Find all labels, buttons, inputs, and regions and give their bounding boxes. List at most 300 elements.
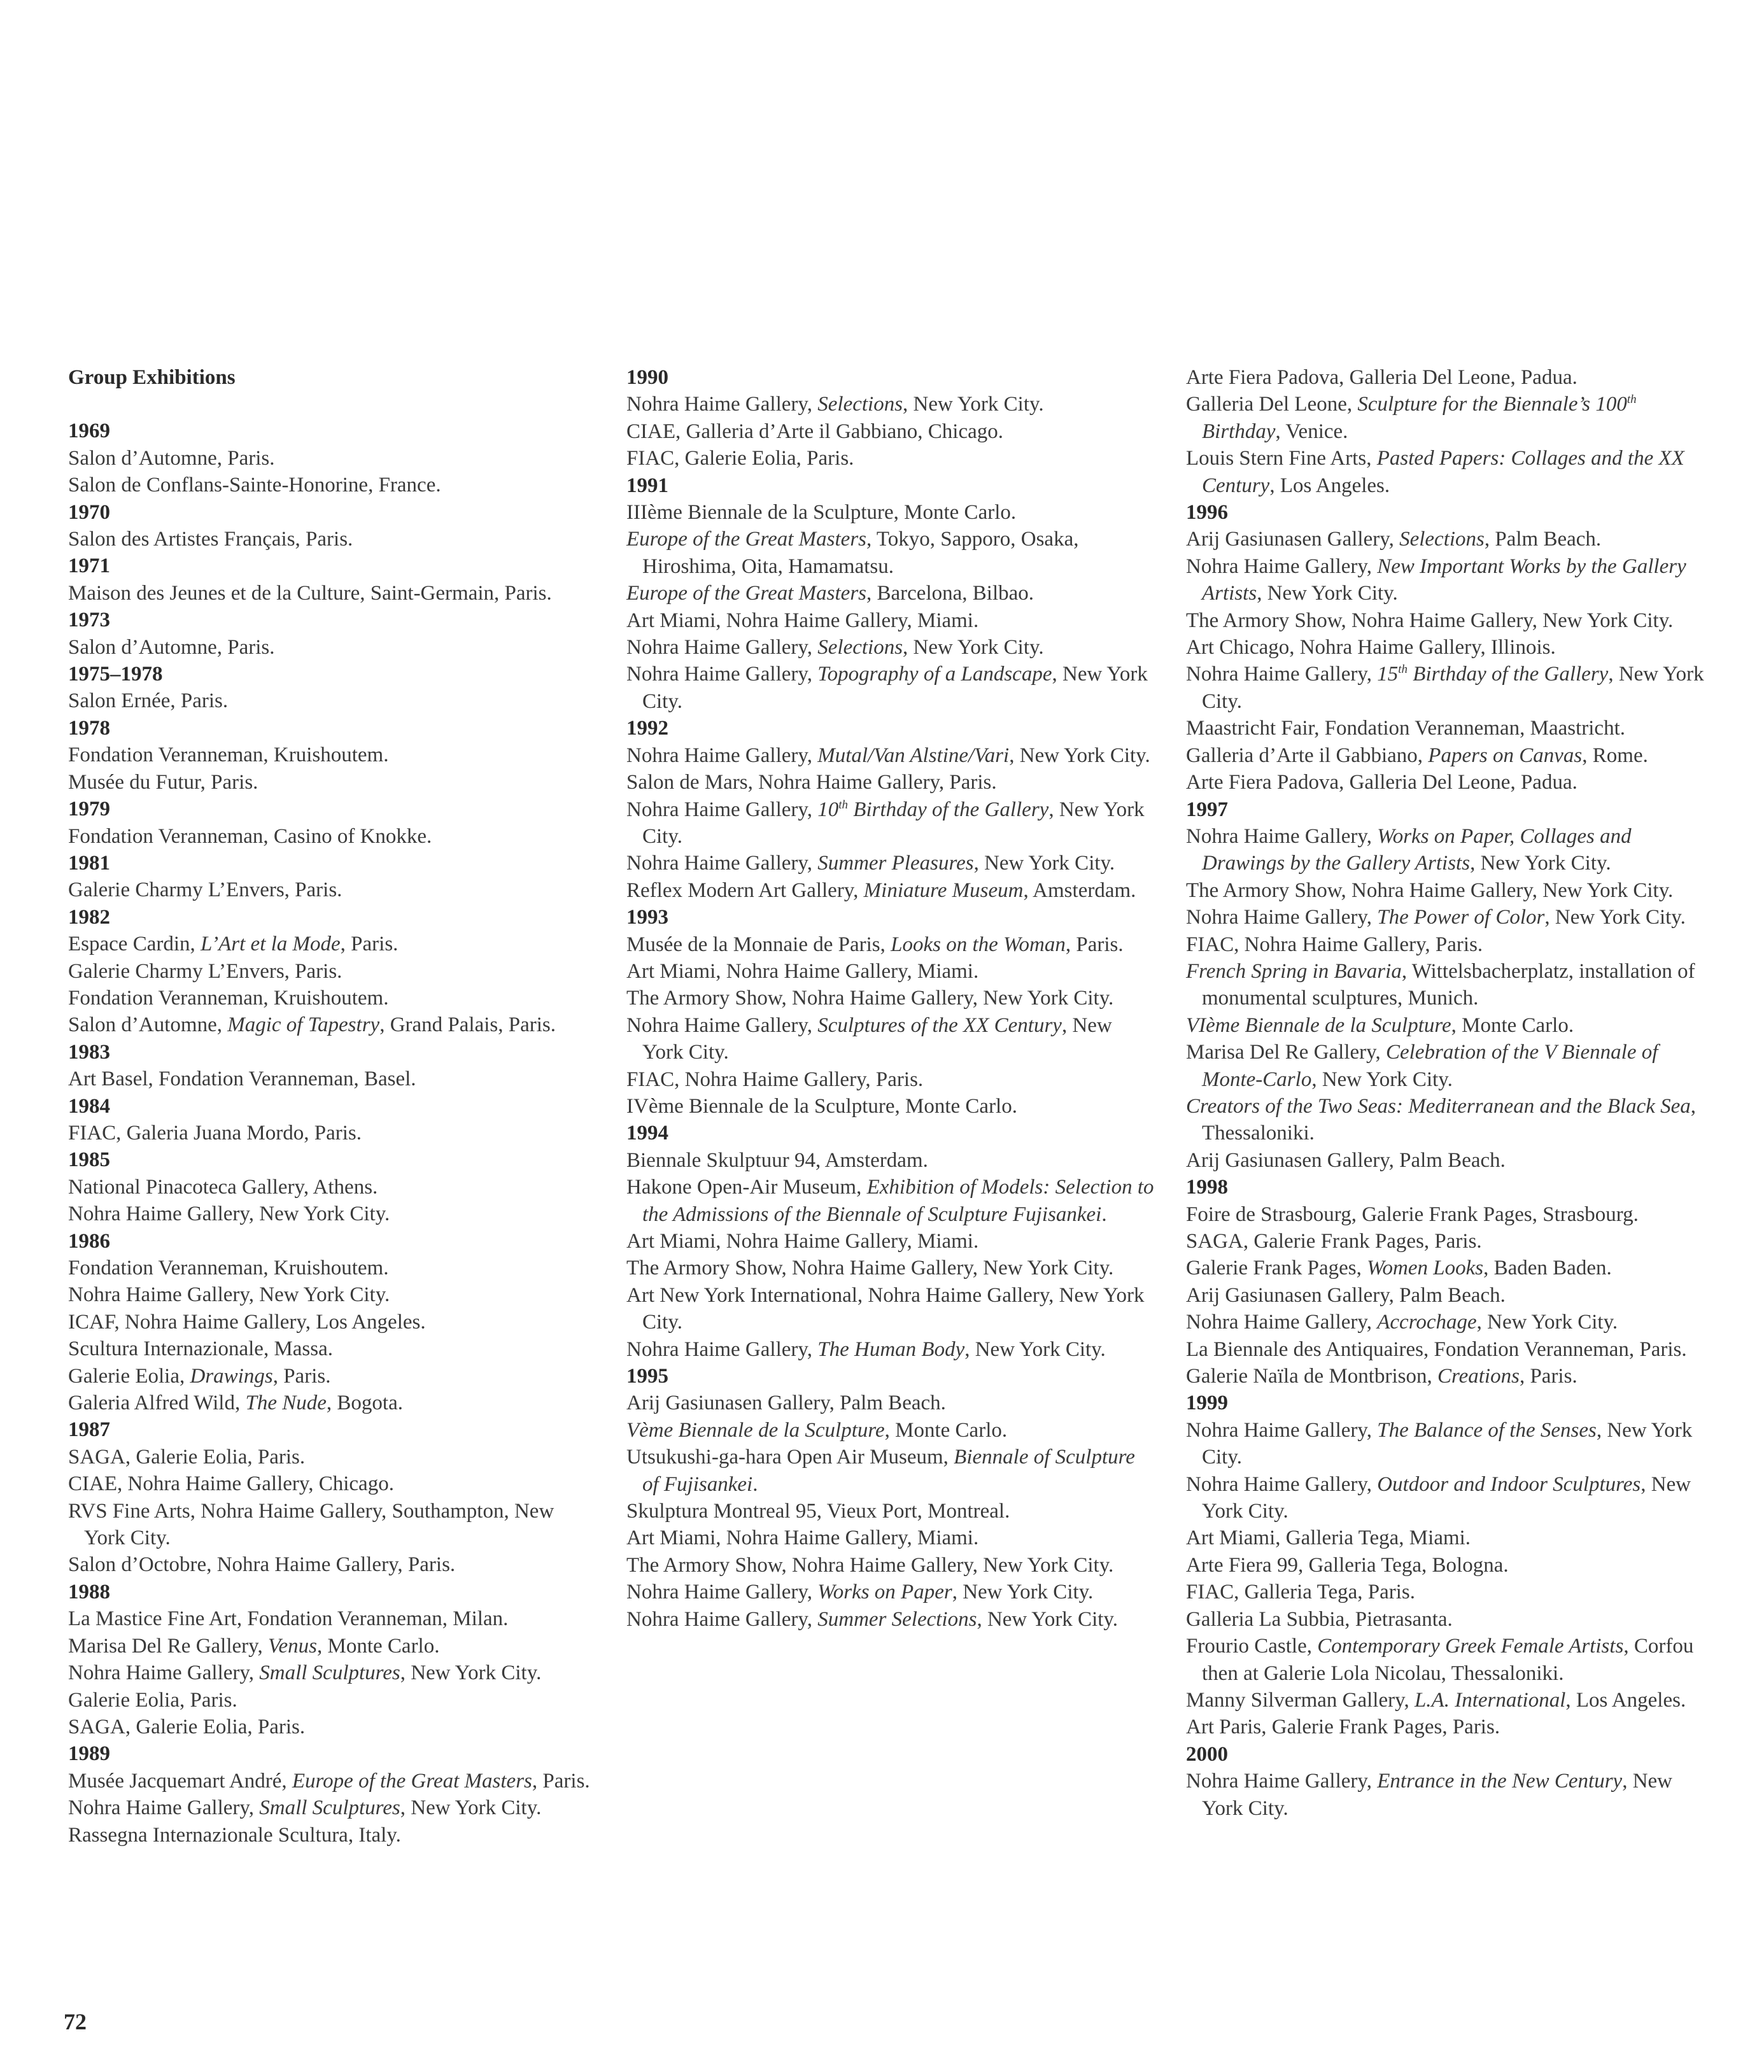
exhibition-entry — [1186, 769, 1714, 796]
exhibition-text: , New York City. — [1202, 1770, 1672, 1820]
exhibition-entry — [68, 769, 596, 796]
exhibition-entry — [1186, 1282, 1714, 1309]
exhibition-title-text: Papers on Canvas — [1428, 744, 1583, 767]
exhibition-text: Nohra Haime Gallery, — [626, 1013, 818, 1037]
exhibition-text: FIAC, Galleria Tega, Paris. — [1186, 1581, 1416, 1604]
exhibition-text: . — [1101, 1202, 1107, 1226]
exhibition-text: , Rome. — [1582, 744, 1648, 767]
exhibition-entry — [1186, 1363, 1714, 1390]
exhibition-title-text: Miniature Museum — [863, 878, 1024, 902]
exhibition-title-text: Birthday — [1202, 419, 1276, 443]
exhibition-entry — [626, 877, 1155, 904]
exhibition-text: The Armory Show, Nohra Haime Gallery, New York City. — [626, 1553, 1114, 1577]
exhibition-entry — [626, 661, 1155, 715]
exhibition-entry — [68, 931, 596, 957]
exhibition-entry — [626, 607, 1155, 634]
exhibition-text: , Tokyo, Sapporo, Osaka, Hiroshima, Oita, Hamamatsu. — [642, 528, 1079, 578]
exhibition-entry — [68, 1066, 596, 1092]
exhibition-text: Foire de Strasbourg, Galerie Frank Pages, Strasbourg. — [1186, 1202, 1639, 1226]
exhibition-text: Art Miami, Nohra Haime Gallery, Miami. — [626, 959, 979, 983]
exhibition-text: , New York City. — [642, 798, 1145, 848]
exhibition-entry — [626, 1390, 1155, 1416]
exhibition-text: Nohra Haime Gallery, — [626, 663, 818, 686]
exhibition-entry — [1186, 1471, 1714, 1525]
exhibition-text: Arte Fiera Padova, Galleria Del Leone, Padua. — [1186, 366, 1577, 389]
exhibition-entry — [1186, 1687, 1714, 1714]
exhibition-text: Nohra Haime Gallery, New York City. — [68, 1283, 390, 1307]
exhibition-entry — [68, 1714, 596, 1740]
year-heading: 1981 — [68, 851, 110, 875]
exhibition-entry — [626, 1228, 1155, 1255]
exhibition-text: National Pinacoteca Gallery, Athens. — [68, 1175, 378, 1199]
exhibition-entry — [1186, 1606, 1714, 1633]
year-heading: 2000 — [1186, 1742, 1228, 1766]
exhibition-entry — [1186, 877, 1714, 904]
exhibition-text: , New York City. — [1470, 852, 1611, 875]
exhibition-title-text: Drawings — [190, 1364, 273, 1388]
exhibition-entry — [68, 472, 596, 498]
exhibition-text: Nohra Haime Gallery, — [626, 744, 818, 767]
exhibition-entry — [626, 1552, 1155, 1579]
exhibition-title-text: Sculptures of the XX Century — [817, 1013, 1062, 1037]
exhibitions-column-3 — [1186, 364, 1714, 1822]
exhibition-text: , Corfou then at Galerie Lola Nicolau, Thessaloniki. — [1202, 1635, 1694, 1685]
exhibition-text: Manny Silverman Gallery, — [1186, 1688, 1415, 1712]
exhibition-entry — [68, 580, 596, 607]
exhibition-text: , New York City. — [964, 1337, 1106, 1361]
exhibition-text: , New York City. — [642, 1013, 1112, 1064]
exhibition-text: Galleria Del Leone, — [1186, 393, 1358, 416]
exhibition-text: Galerie Eolia, — [68, 1364, 190, 1388]
exhibition-text: The Armory Show, Nohra Haime Gallery, New York City. — [626, 987, 1114, 1010]
exhibition-text: Maastricht Fair, Fondation Veranneman, Maastricht. — [1186, 717, 1625, 740]
exhibition-entry — [626, 1498, 1155, 1525]
exhibition-text: , New York City. — [1202, 663, 1704, 713]
exhibition-entry — [1186, 1309, 1714, 1336]
exhibition-text: , New York City. — [1009, 744, 1150, 767]
exhibition-entry — [1186, 1768, 1714, 1822]
exhibition-text: Nohra Haime Gallery, — [1186, 1418, 1378, 1442]
exhibition-title-text: Small Sculptures — [259, 1661, 400, 1685]
exhibition-text: IIIème Biennale de la Sculpture, Monte Carlo. — [626, 501, 1017, 525]
exhibition-entry — [626, 1066, 1155, 1093]
exhibition-title-text: Works on Paper — [817, 1581, 952, 1604]
year-heading: 1990 — [626, 366, 668, 389]
exhibition-text: ICAF, Nohra Haime Gallery, Los Angeles. — [68, 1310, 426, 1334]
exhibition-text: Nohra Haime Gallery, — [1186, 554, 1378, 578]
exhibition-entry — [1186, 1552, 1714, 1579]
exhibition-text: Nohra Haime Gallery, — [68, 1661, 260, 1685]
exhibition-text: th — [1398, 663, 1408, 677]
exhibition-entry — [626, 769, 1155, 796]
year-heading: 1985 — [68, 1148, 110, 1172]
exhibition-text: , Paris. — [532, 1769, 590, 1793]
exhibition-title-text: Works on Paper, Collages and Drawings by the Gallery Artists — [1202, 824, 1632, 875]
exhibition-text: The Armory Show, Nohra Haime Gallery, New York City. — [1186, 878, 1674, 902]
exhibition-text: , Los Angeles. — [1269, 474, 1390, 497]
exhibition-entry — [68, 1498, 596, 1552]
exhibition-entry — [1186, 1633, 1714, 1687]
exhibition-entry — [626, 499, 1155, 526]
exhibition-title-text: Summer Selections — [817, 1607, 977, 1631]
exhibition-text: Nohra Haime Gallery, — [626, 1581, 818, 1604]
exhibition-text: Arte Fiera 99, Galleria Tega, Bologna. — [1186, 1553, 1509, 1577]
exhibition-text: , Paris. — [1519, 1365, 1577, 1388]
exhibition-text: , New York City. — [977, 1607, 1118, 1631]
year-heading: 1995 — [626, 1365, 668, 1388]
exhibition-entry — [68, 1390, 596, 1416]
exhibition-text: CIAE, Nohra Haime Gallery, Chicago. — [68, 1472, 394, 1496]
exhibition-text: Nohra Haime Gallery, — [1186, 663, 1378, 686]
exhibition-text: Galerie Charmy L’Envers, Paris. — [68, 959, 342, 983]
exhibition-title-text: Women Looks — [1367, 1257, 1484, 1280]
exhibition-entry — [626, 1174, 1155, 1228]
exhibition-text: Art Miami, Nohra Haime Gallery, Miami. — [626, 1230, 979, 1253]
year-heading: 1988 — [68, 1580, 110, 1603]
exhibition-text: , New York City. — [642, 663, 1148, 713]
exhibition-entry — [68, 634, 596, 661]
exhibition-text: , Bogota. — [326, 1392, 403, 1415]
exhibition-text: Arij Gasiunasen Gallery, — [1186, 528, 1400, 551]
exhibition-entry — [68, 445, 596, 472]
exhibition-title-text: Birthday of the Gallery — [848, 798, 1049, 821]
exhibition-text: Arij Gasiunasen Gallery, Palm Beach. — [1186, 1148, 1506, 1172]
year-heading: 1982 — [68, 905, 110, 929]
exhibition-entry — [1186, 715, 1714, 742]
exhibition-entry — [1186, 1228, 1714, 1255]
exhibition-text: Marisa Del Re Gallery, — [68, 1634, 268, 1658]
year-heading: 1979 — [68, 798, 110, 821]
exhibition-text: , Los Angeles. — [1565, 1688, 1686, 1712]
exhibition-text: Nohra Haime Gallery, — [1186, 906, 1378, 929]
exhibition-text: Maison des Jeunes et de la Culture, Saint-Germain, Paris. — [68, 581, 552, 605]
exhibition-text: , New York City. — [973, 852, 1115, 875]
exhibition-title-text: Entrance in the New Century — [1377, 1770, 1623, 1793]
exhibition-text: Art Miami, Galleria Tega, Miami. — [1186, 1526, 1471, 1550]
exhibition-entry — [1186, 634, 1714, 661]
exhibition-entry — [626, 1012, 1155, 1066]
exhibition-entry — [626, 634, 1155, 661]
exhibition-text: th — [838, 798, 849, 812]
exhibition-text: Arij Gasiunasen Gallery, Palm Beach. — [1186, 1283, 1506, 1307]
exhibition-entry — [1186, 1093, 1714, 1147]
exhibition-text: Nohra Haime Gallery, — [626, 393, 818, 416]
exhibition-text: Salon d’Automne, Paris. — [68, 635, 275, 659]
exhibition-entry — [1186, 445, 1714, 499]
exhibition-entry — [68, 1551, 596, 1578]
year-heading: 1984 — [68, 1094, 110, 1118]
year-heading: 1997 — [1186, 798, 1228, 821]
exhibition-title-text: 10 — [817, 798, 839, 821]
exhibition-entry — [1186, 1579, 1714, 1605]
exhibition-text: Musée de la Monnaie de Paris, — [626, 933, 891, 956]
exhibition-title-text: The Power of Color — [1377, 906, 1545, 929]
exhibition-title-text: Small Sculptures — [259, 1796, 400, 1820]
exhibition-title-text: The Nude — [245, 1392, 327, 1415]
exhibition-title-text: Mutal/Van Alstine/Vari — [817, 744, 1010, 767]
exhibition-text: Salon Ernée, Paris. — [68, 689, 229, 713]
exhibition-entry — [626, 850, 1155, 877]
year-heading: 1971 — [68, 554, 110, 578]
exhibition-entry — [68, 1011, 596, 1038]
exhibition-entry — [626, 1444, 1155, 1498]
exhibition-entry — [626, 418, 1155, 445]
exhibition-entry — [68, 1660, 596, 1686]
exhibition-entry — [626, 1417, 1155, 1444]
exhibition-title-text: Biennale of Sculpture of Fujisankei — [642, 1446, 1135, 1496]
exhibition-text: The Armory Show, Nohra Haime Gallery, New York City. — [1186, 609, 1674, 632]
exhibition-text: Skulptura Montreal 95, Vieux Port, Montreal. — [626, 1500, 1010, 1523]
year-heading: 1983 — [68, 1040, 110, 1064]
exhibition-entry — [626, 1336, 1155, 1363]
exhibition-text: Salon de Mars, Nohra Haime Gallery, Paris. — [626, 771, 997, 794]
exhibition-text: , New York City. — [952, 1581, 1094, 1604]
exhibition-entry — [68, 1336, 596, 1362]
exhibition-text: , Monte Carlo. — [884, 1418, 1008, 1442]
exhibition-title-text: 15 — [1377, 663, 1399, 686]
exhibition-entry — [626, 1525, 1155, 1551]
exhibition-text: Nohra Haime Gallery, — [626, 798, 818, 821]
exhibition-text: , Venice. — [1275, 419, 1348, 443]
exhibition-text: Galerie Frank Pages, — [1186, 1257, 1367, 1280]
exhibition-entry — [1186, 364, 1714, 391]
exhibition-entry — [626, 1282, 1155, 1336]
exhibition-text: FIAC, Galeria Juana Mordo, Paris. — [68, 1121, 362, 1145]
exhibition-text: , Paris. — [340, 933, 399, 956]
exhibition-entry — [1186, 1714, 1714, 1740]
exhibition-title-text: Europe of the Great Masters — [626, 528, 867, 551]
year-heading: 1973 — [68, 609, 110, 632]
exhibition-title-text: Creators of the Two Seas: Mediterranean and the Black Sea — [1186, 1094, 1691, 1118]
exhibition-entry — [68, 985, 596, 1011]
exhibition-text: , Paris. — [1065, 933, 1124, 956]
exhibition-entry — [68, 877, 596, 903]
exhibition-title-text: Outdoor and Indoor Sculptures — [1377, 1472, 1641, 1496]
exhibition-entry — [1186, 391, 1714, 445]
exhibition-entry — [68, 1470, 596, 1497]
exhibition-text: FIAC, Nohra Haime Gallery, Paris. — [626, 1068, 924, 1091]
exhibition-title-text: Selections — [817, 636, 903, 659]
exhibition-text: , Monte Carlo. — [317, 1634, 440, 1658]
exhibition-entry — [626, 1093, 1155, 1120]
exhibition-entry — [1186, 1147, 1714, 1174]
exhibition-text: Fondation Veranneman, Casino of Knokke. — [68, 824, 432, 848]
exhibition-title-text: French Spring in Bavaria — [1186, 959, 1402, 983]
exhibition-title-text: Selections — [817, 393, 903, 416]
exhibition-entry — [1186, 1039, 1714, 1093]
exhibition-text: , Barcelona, Bilbao. — [866, 582, 1034, 605]
exhibition-entry — [68, 1633, 596, 1660]
exhibition-text: Hakone Open-Air Museum, — [626, 1176, 867, 1199]
exhibition-entry — [626, 1147, 1155, 1174]
exhibition-text: Arij Gasiunasen Gallery, Palm Beach. — [626, 1392, 946, 1415]
exhibition-text: Fondation Veranneman, Kruishoutem. — [68, 744, 389, 767]
exhibition-entry — [68, 687, 596, 714]
year-heading: 1996 — [1186, 501, 1228, 525]
exhibition-entry — [1186, 904, 1714, 931]
exhibition-entry — [626, 958, 1155, 985]
exhibition-entry — [626, 796, 1155, 850]
exhibition-title-text: Europe of the Great Masters — [626, 582, 867, 605]
exhibition-text: La Mastice Fine Art, Fondation Veranneman, Milan. — [68, 1607, 509, 1631]
exhibition-entry — [1186, 931, 1714, 958]
year-heading: 1999 — [1186, 1392, 1228, 1415]
exhibition-title-text: New Important Works by the Gallery Artists — [1202, 554, 1686, 605]
exhibition-entry — [68, 1605, 596, 1632]
exhibition-title-text: The Balance of the Senses — [1377, 1418, 1597, 1442]
exhibition-text: Frourio Castle, — [1186, 1635, 1318, 1658]
exhibition-text: Galerie Eolia, Paris. — [68, 1688, 237, 1712]
exhibition-text: Galeria Alfred Wild, — [68, 1392, 246, 1415]
exhibition-text: , New York City. — [903, 636, 1044, 659]
exhibition-entry — [626, 526, 1155, 580]
exhibition-text: Utsukushi-ga-hara Open Air Museum, — [626, 1446, 954, 1469]
exhibition-text: SAGA, Galerie Eolia, Paris. — [68, 1715, 306, 1738]
exhibition-entry — [1186, 1255, 1714, 1281]
exhibition-title-text: Accrochage — [1377, 1311, 1477, 1334]
exhibition-entry — [68, 742, 596, 768]
exhibition-entry — [68, 526, 596, 553]
exhibition-text: The Armory Show, Nohra Haime Gallery, New York City. — [626, 1257, 1114, 1280]
exhibition-text: , Thessaloniki. — [1202, 1094, 1697, 1145]
exhibitions-column-1 — [68, 364, 596, 1849]
exhibition-text: , Monte Carlo. — [1451, 1013, 1574, 1037]
exhibition-text: Galleria d’Arte il Gabbiano, — [1186, 744, 1429, 767]
exhibition-entry — [1186, 1417, 1714, 1471]
exhibition-text: , New York City. — [1476, 1311, 1618, 1334]
exhibition-text: , Grand Palais, Paris. — [379, 1013, 556, 1037]
exhibition-text: , New York City. — [1311, 1068, 1453, 1091]
exhibition-entry — [68, 958, 596, 985]
exhibition-entry — [68, 1444, 596, 1470]
exhibition-entry — [1186, 607, 1714, 634]
exhibition-text: , Paris. — [272, 1364, 331, 1388]
exhibition-entry — [68, 1822, 596, 1849]
exhibition-text: Scultura Internazionale, Massa. — [68, 1337, 334, 1361]
exhibition-text: Salon d’Automne, Paris. — [68, 446, 275, 470]
section-heading: Group Exhibitions — [68, 366, 236, 389]
year-heading: 1969 — [68, 419, 110, 443]
exhibition-text: , Baden Baden. — [1483, 1257, 1612, 1280]
exhibition-entry — [626, 931, 1155, 958]
exhibition-text: Nohra Haime Gallery, — [1186, 1472, 1378, 1496]
exhibition-text: Espace Cardin, — [68, 933, 201, 956]
exhibition-title-text: Creations — [1437, 1365, 1520, 1388]
exhibition-entry — [626, 985, 1155, 1011]
exhibition-text: Rassegna Internazionale Scultura, Italy. — [68, 1823, 401, 1847]
exhibition-text: Nohra Haime Gallery, New York City. — [68, 1202, 390, 1226]
year-heading: 1992 — [626, 717, 668, 740]
exhibition-title-text: Contemporary Greek Female Artists — [1317, 1635, 1624, 1658]
exhibition-title-text: Pasted Papers: Collages and the XX Century — [1202, 447, 1684, 497]
year-heading: 1989 — [68, 1742, 110, 1766]
year-heading: 1978 — [68, 716, 110, 740]
exhibition-title-text: Exhibition of Models: Selection to the Admissions of the Biennale of Sculpture Fujisankei — [642, 1176, 1154, 1226]
exhibition-text: Nohra Haime Gallery, — [626, 1337, 818, 1361]
exhibition-text: Arte Fiera Padova, Galleria Del Leone, Padua. — [1186, 771, 1577, 794]
exhibition-entry — [68, 1174, 596, 1201]
exhibition-text: , New York City. — [903, 393, 1044, 416]
year-heading: 1987 — [68, 1418, 110, 1442]
exhibition-entry — [68, 1768, 596, 1794]
exhibition-title-text: Looks on the Woman — [891, 933, 1066, 956]
exhibition-entry — [1186, 958, 1714, 1012]
exhibition-text: . — [752, 1472, 758, 1496]
exhibition-entry — [1186, 553, 1714, 607]
exhibition-text: , Wittelsbacherplatz, installation of monumental sculptures, Munich. — [1202, 959, 1695, 1010]
exhibition-title-text: Venus — [268, 1634, 317, 1658]
year-heading: 1975–1978 — [68, 663, 163, 686]
exhibition-text: Galleria La Subbia, Pietrasanta. — [1186, 1607, 1453, 1631]
exhibition-title-text: Europe of the Great Masters — [292, 1769, 532, 1793]
exhibition-entry — [626, 1579, 1155, 1605]
exhibition-entry — [626, 580, 1155, 607]
exhibition-title-text: L’Art et la Mode — [201, 933, 341, 956]
exhibition-entry — [626, 1255, 1155, 1281]
exhibition-entry — [1186, 1525, 1714, 1551]
exhibition-text: Nohra Haime Gallery, — [68, 1796, 260, 1820]
exhibition-text: Nohra Haime Gallery, — [1186, 1311, 1378, 1334]
exhibition-entry — [68, 1281, 596, 1308]
exhibition-text: Nohra Haime Gallery, — [626, 852, 818, 875]
exhibition-text: Nohra Haime Gallery, — [1186, 1770, 1378, 1793]
exhibition-text: Nohra Haime Gallery, — [626, 1607, 818, 1631]
exhibition-entry — [626, 1606, 1155, 1633]
exhibition-entry — [68, 1794, 596, 1821]
exhibition-title-text: Sculpture for the Biennale’s 100 — [1357, 393, 1627, 416]
exhibition-text: FIAC, Nohra Haime Gallery, Paris. — [1186, 933, 1483, 956]
exhibition-text: Art Basel, Fondation Veranneman, Basel. — [68, 1068, 416, 1091]
exhibitions-column-2 — [626, 364, 1155, 1633]
year-heading: 1998 — [1186, 1176, 1228, 1199]
exhibition-entry — [68, 1309, 596, 1336]
exhibition-title-text: Magic of Tapestry — [227, 1013, 380, 1037]
exhibition-text: , New York City. — [1544, 906, 1686, 929]
exhibition-title-text: Summer Pleasures — [817, 852, 974, 875]
exhibition-text: Fondation Veranneman, Kruishoutem. — [68, 986, 389, 1010]
exhibition-title-text: The Human Body — [817, 1337, 965, 1361]
exhibition-text: Musée du Futur, Paris. — [68, 770, 258, 794]
exhibition-title-text: Topography of a Landscape — [817, 663, 1052, 686]
exhibition-text: RVS Fine Arts, Nohra Haime Gallery, Southampton, New York City. — [68, 1499, 554, 1550]
exhibition-text: , New York City. — [1202, 1472, 1691, 1523]
year-heading: 1986 — [68, 1229, 110, 1253]
exhibition-text: Salon de Conflans-Sainte-Honorine, France. — [68, 474, 441, 497]
exhibition-entry — [68, 1255, 596, 1281]
exhibition-text: IVème Biennale de la Sculpture, Monte Carlo. — [626, 1094, 1017, 1118]
exhibition-text: Fondation Veranneman, Kruishoutem. — [68, 1257, 389, 1279]
exhibition-title-text: Vème Biennale de la Sculpture — [626, 1418, 885, 1442]
exhibition-text: Reflex Modern Art Gallery, — [626, 878, 864, 902]
exhibition-text: Louis Stern Fine Arts, — [1186, 447, 1377, 470]
year-heading: 1970 — [68, 500, 110, 524]
exhibition-title-text: Birthday of the Gallery — [1408, 663, 1609, 686]
exhibition-text: Art Miami, Nohra Haime Gallery, Miami. — [626, 609, 979, 632]
year-heading: 1991 — [626, 474, 668, 497]
exhibition-text: , New York City. — [1257, 582, 1398, 605]
exhibition-text: Galerie Naïla de Montbrison, — [1186, 1365, 1437, 1388]
exhibition-text: , New York City. — [1202, 1418, 1693, 1469]
exhibition-entry — [626, 445, 1155, 472]
exhibition-title-text: Selections — [1399, 528, 1485, 551]
exhibition-text: th — [1626, 393, 1637, 407]
exhibition-text: La Biennale des Antiquaires, Fondation Veranneman, Paris. — [1186, 1337, 1687, 1361]
exhibition-text: Nohra Haime Gallery, — [1186, 824, 1378, 848]
exhibition-text: , New York City. — [400, 1796, 542, 1820]
exhibition-text: , New York City. — [400, 1661, 542, 1685]
exhibition-text: SAGA, Galerie Eolia, Paris. — [68, 1445, 306, 1469]
exhibition-text: Salon d’Octobre, Nohra Haime Gallery, Paris. — [68, 1553, 456, 1577]
